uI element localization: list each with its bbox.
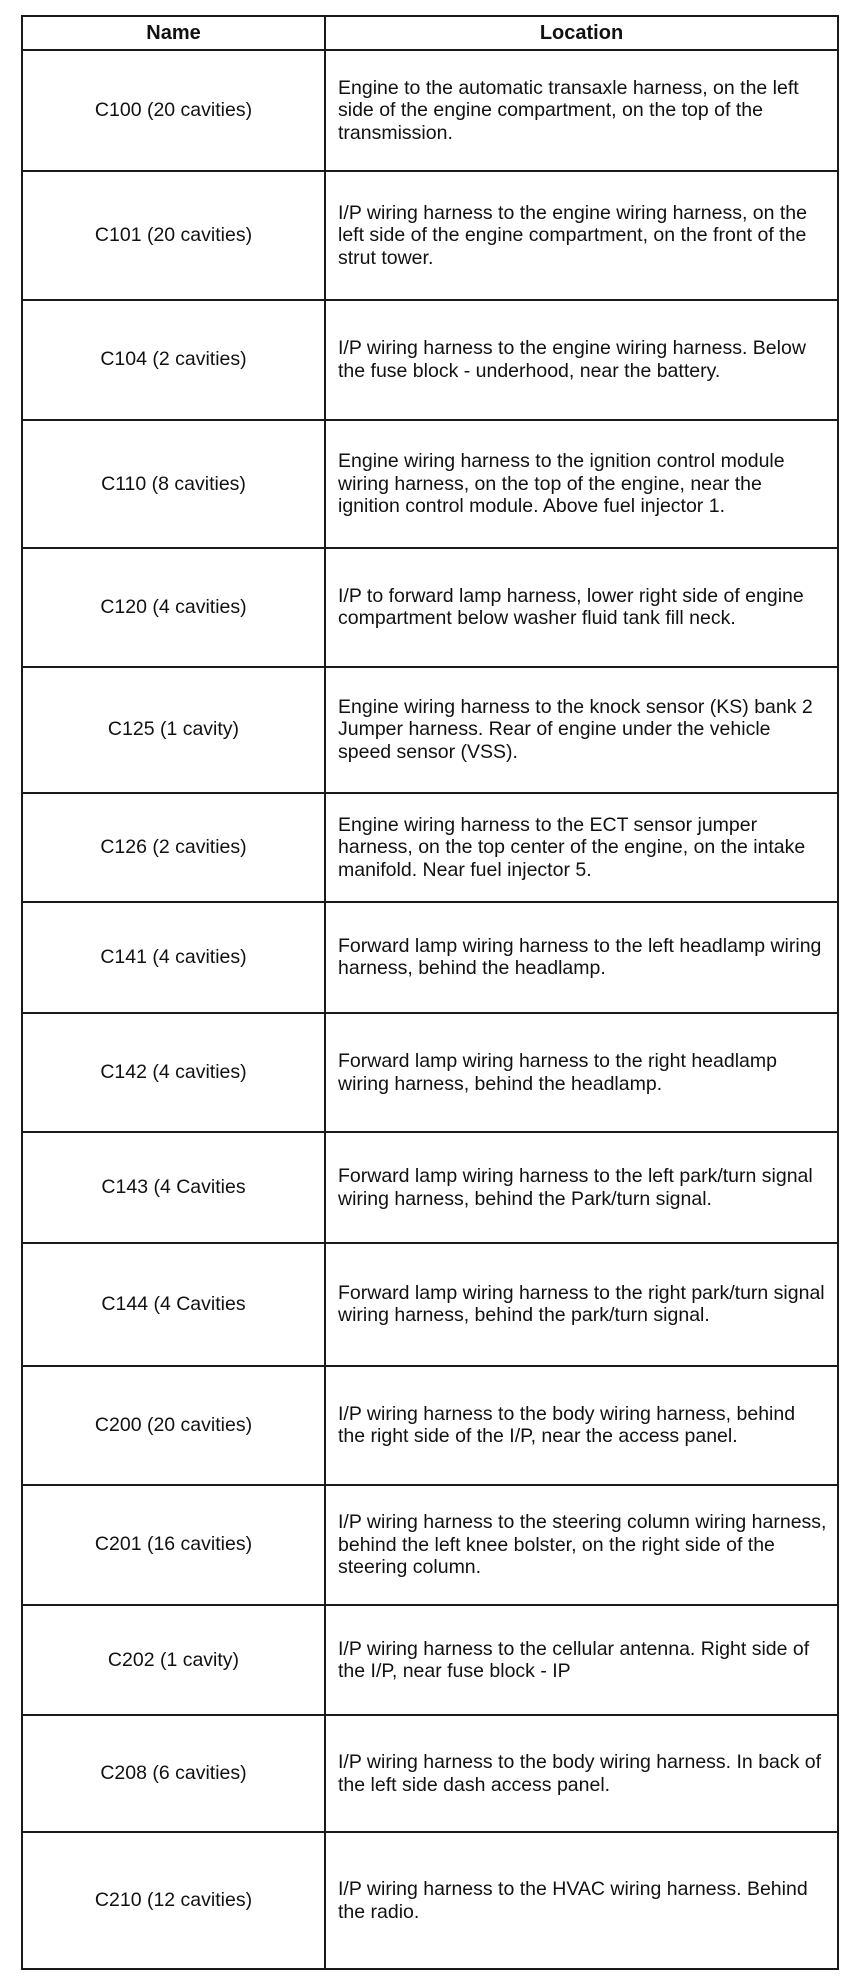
table-row (22, 548, 838, 666)
connector-name-cell: C202 (1 cavity) (22, 1605, 325, 1715)
connector-name-cell: C201 (16 cavities) (22, 1485, 325, 1605)
location-column-header: Location (325, 16, 838, 50)
connector-location-cell: Engine wiring harness to the knock sensor (KS) bank 2 Jumper harness. Rear of engine under the vehicle speed sensor (VSS). (325, 667, 838, 793)
table-header-row (22, 16, 838, 50)
connector-location-cell: I/P to forward lamp harness, lower right side of engine compartment below washer fluid tank fill neck. (325, 548, 838, 666)
connector-location-cell: Engine wiring harness to the ECT sensor jumper harness, on the top center of the engine, on the intake manifold. Near fuel injector 5. (325, 793, 838, 902)
connector-name-cell: C101 (20 cavities) (22, 171, 325, 299)
connector-name-cell: C200 (20 cavities) (22, 1366, 325, 1485)
table-row (22, 1605, 838, 1715)
connector-name-cell: C144 (4 Cavities (22, 1243, 325, 1365)
table-row (22, 1485, 838, 1605)
name-column-header: Name (22, 16, 325, 50)
connector-name-cell: C210 (12 cavities) (22, 1832, 325, 1969)
table-row (22, 1715, 838, 1832)
table-row (22, 1013, 838, 1132)
connector-location-cell: Forward lamp wiring harness to the left headlamp wiring harness, behind the headlamp. (325, 902, 838, 1013)
connector-location-cell: I/P wiring harness to the body wiring harness. In back of the left side dash access panel. (325, 1715, 838, 1832)
connector-location-cell: I/P wiring harness to the cellular antenna. Right side of the I/P, near fuse block - IP (325, 1605, 838, 1715)
connector-location-cell: Engine to the automatic transaxle harness, on the left side of the engine compartment, on the top of the transmission. (325, 50, 838, 171)
connector-location-cell: I/P wiring harness to the HVAC wiring harness. Behind the radio. (325, 1832, 838, 1969)
connector-location-cell: Forward lamp wiring harness to the right park/turn signal wiring harness, behind the park/turn signal. (325, 1243, 838, 1365)
connector-name-cell: C125 (1 cavity) (22, 667, 325, 793)
table-row (22, 667, 838, 793)
connector-location-sheet (21, 15, 837, 1970)
connector-name-cell: C104 (2 cavities) (22, 300, 325, 420)
table-row (22, 902, 838, 1013)
table-row (22, 1132, 838, 1243)
connector-name-cell: C120 (4 cavities) (22, 548, 325, 666)
table-row (22, 793, 838, 902)
connector-location-cell: I/P wiring harness to the steering column wiring harness, behind the left knee bolster, on the right side of the steering column. (325, 1485, 838, 1605)
connector-location-cell: Forward lamp wiring harness to the left park/turn signal wiring harness, behind the Park/turn signal. (325, 1132, 838, 1243)
table-row (22, 420, 838, 548)
connector-name-cell: C100 (20 cavities) (22, 50, 325, 171)
table-row (22, 300, 838, 420)
connector-location-cell: I/P wiring harness to the engine wiring harness. Below the fuse block - underhood, near the battery. (325, 300, 838, 420)
connector-location-cell: Engine wiring harness to the ignition control module wiring harness, on the top of the engine, near the ignition control module. Above fuel injector 1. (325, 420, 838, 548)
table-row (22, 1366, 838, 1485)
connector-location-cell: I/P wiring harness to the engine wiring harness, on the left side of the engine compartment, on the front of the strut tower. (325, 171, 838, 299)
connector-location-table (21, 15, 839, 1970)
connector-name-cell: C142 (4 cavities) (22, 1013, 325, 1132)
connector-location-cell: Forward lamp wiring harness to the right headlamp wiring harness, behind the headlamp. (325, 1013, 838, 1132)
connector-name-cell: C208 (6 cavities) (22, 1715, 325, 1832)
table-row (22, 1243, 838, 1365)
connector-name-cell: C110 (8 cavities) (22, 420, 325, 548)
connector-name-cell: C126 (2 cavities) (22, 793, 325, 902)
connector-name-cell: C141 (4 cavities) (22, 902, 325, 1013)
table-row (22, 171, 838, 299)
table-row (22, 50, 838, 171)
connector-location-cell: I/P wiring harness to the body wiring harness, behind the right side of the I/P, near the access panel. (325, 1366, 838, 1485)
table-row (22, 1832, 838, 1969)
connector-name-cell: C143 (4 Cavities (22, 1132, 325, 1243)
